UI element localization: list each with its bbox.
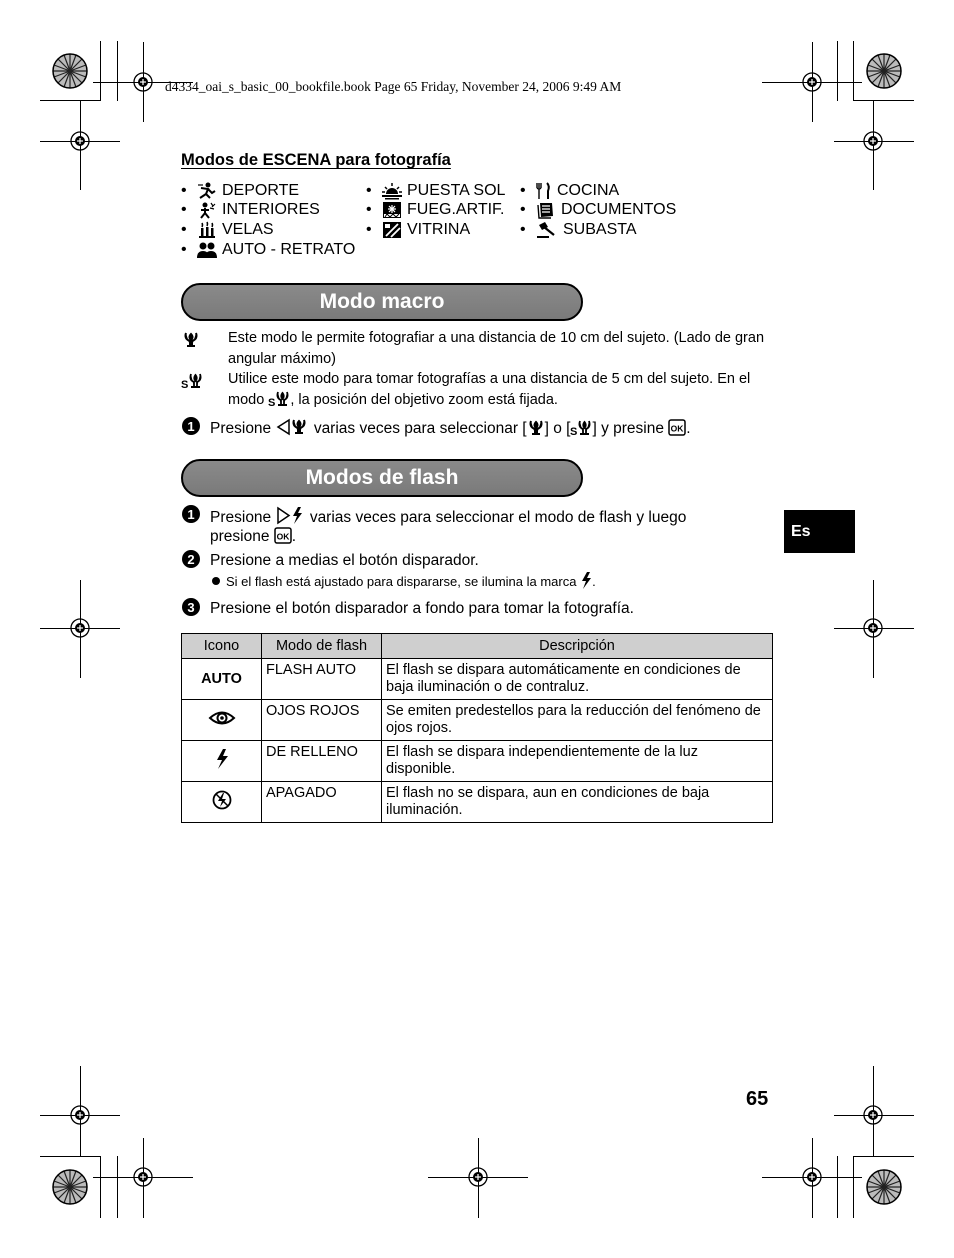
page-number: 65	[746, 1088, 769, 1110]
step-text: Presione	[210, 509, 272, 526]
ok-button-icon	[668, 419, 686, 436]
language-tab: Es	[784, 510, 855, 553]
step-number: 2	[182, 550, 200, 568]
print-header: d4334_oai_s_basic_00_bookfile.book Page 65 Friday, November 24, 2006 9:49 AM	[165, 79, 622, 94]
flash-section-banner: Modos de flash	[181, 459, 583, 497]
scene-label: COCINA	[557, 182, 620, 199]
column-header: Icono	[182, 634, 262, 659]
step-text: varias veces para seleccionar el modo de flash y luego	[309, 509, 687, 526]
macro-section-banner: Modo macro	[181, 283, 583, 321]
scene-label: INTERIORES	[222, 201, 320, 218]
supermacro-icon	[570, 419, 592, 436]
scene-item-vitrina	[366, 220, 470, 240]
step-text: .	[686, 420, 691, 437]
bullet: •	[520, 182, 526, 199]
scene-item-fuegos	[366, 200, 505, 220]
table-cell-desc: El flash se dispara automáticamente en condiciones de baja iluminación o de contraluz.	[382, 659, 773, 700]
svg-text:OK: OK	[276, 531, 290, 542]
scene-item-documentos	[520, 200, 676, 220]
table-cell-mode: FLASH AUTO	[262, 659, 382, 700]
scene-item-subasta	[520, 220, 637, 240]
flash-icon	[580, 572, 592, 589]
supermacro-icon	[181, 372, 203, 389]
scene-item-interiores	[181, 200, 320, 220]
step-text: varias veces para seleccionar [	[313, 420, 527, 437]
column-header: Modo de flash	[262, 634, 382, 659]
step-text: presione	[210, 528, 270, 545]
scene-label: PUESTA SOL	[407, 182, 506, 199]
table-cell-desc: El flash se dispara independientemente de la luz disponible.	[382, 741, 773, 782]
flash-off-icon	[212, 790, 232, 810]
flash-step-2: Presione a medias el botón disparador.	[210, 552, 479, 569]
step-text: .	[291, 528, 297, 545]
bullet: •	[520, 221, 526, 238]
documents-icon	[536, 201, 556, 219]
scene-label: SUBASTA	[563, 221, 637, 238]
scene-label: AUTO - RETRATO	[222, 241, 356, 258]
bullet: •	[181, 241, 187, 258]
table-row	[182, 659, 773, 700]
macro-description: Este modo le permite fotografiar a una distancia de 10 cm del sujeto. (Lado de gran angular máximo)	[228, 330, 765, 367]
scene-label: FUEG.ARTIF.	[407, 201, 505, 218]
supermacro-description	[228, 369, 773, 411]
step-number: 1	[182, 417, 200, 435]
note-bullet	[212, 577, 220, 585]
bullet: •	[181, 221, 187, 238]
behind-glass-icon	[382, 221, 402, 239]
flash-step-3: Presione el botón disparador a fondo para tomar la fotografía.	[210, 600, 634, 617]
bullet: •	[366, 182, 372, 199]
macro-icon	[527, 419, 545, 436]
step-text: ] y presine	[592, 420, 664, 437]
left-arrow-macro-icon	[276, 418, 310, 436]
svg-text:S: S	[268, 397, 276, 407]
table-cell-desc: El flash no se dispara, aun en condiciones de baja iluminación.	[382, 782, 773, 823]
scene-item-cocina	[520, 181, 619, 201]
scene-item-deporte	[181, 181, 299, 201]
bullet: •	[181, 182, 187, 199]
scene-label: DEPORTE	[222, 182, 300, 199]
table-row	[182, 741, 773, 782]
sport-icon	[197, 182, 217, 200]
scene-label: VITRINA	[407, 221, 471, 238]
auction-icon	[536, 221, 558, 239]
supermacro-text-b: , la posición del objetivo zoom está fijada.	[290, 392, 558, 408]
bullet: •	[366, 201, 372, 218]
bullet: •	[520, 201, 526, 218]
table-cell-icon	[182, 741, 262, 782]
fill-flash-icon	[215, 749, 229, 769]
scene-label: VELAS	[222, 221, 274, 238]
ok-button-icon	[274, 527, 292, 544]
bullet: •	[181, 201, 187, 218]
scene-section-title: Modos de ESCENA para fotografía	[181, 151, 451, 169]
table-header-row	[182, 634, 773, 659]
step-text: Presione	[210, 420, 272, 437]
table-row	[182, 782, 773, 823]
red-eye-icon	[208, 709, 236, 727]
supermacro-icon	[268, 390, 290, 407]
flash-step-2-note	[212, 572, 596, 589]
column-header: Descripción	[382, 634, 773, 659]
fireworks-icon	[382, 201, 402, 219]
macro-icon	[181, 331, 201, 348]
self-portrait-icon	[197, 241, 217, 259]
flash-step-1	[210, 506, 770, 546]
note-text: .	[592, 574, 596, 589]
table-cell-mode: OJOS ROJOS	[262, 700, 382, 741]
candle-icon	[197, 221, 217, 239]
sunset-icon	[382, 182, 402, 200]
macro-step-1	[210, 418, 691, 438]
table-row	[182, 700, 773, 741]
indoor-icon	[197, 201, 217, 219]
table-cell-icon	[182, 782, 262, 823]
flash-mode-table	[181, 633, 773, 823]
note-text: Si el flash está ajustado para dispararse, se ilumina la marca	[226, 574, 577, 589]
table-cell-desc: Se emiten predestellos para la reducción del fenómeno de ojos rojos.	[382, 700, 773, 741]
svg-text:S: S	[570, 426, 578, 436]
flash-auto-icon: AUTO	[182, 659, 262, 700]
scene-item-auto-retrato	[181, 240, 355, 260]
scene-label: DOCUMENTOS	[561, 201, 677, 218]
step-number: 1	[182, 505, 200, 523]
svg-text:S: S	[181, 379, 189, 389]
svg-text:OK: OK	[670, 423, 684, 434]
step-text: ] o [	[544, 420, 571, 437]
table-cell-mode: DE RELLENO	[262, 741, 382, 782]
scene-item-velas	[181, 220, 274, 240]
scene-item-puesta-sol	[366, 181, 505, 201]
cuisine-icon	[536, 182, 552, 200]
table-cell-icon	[182, 700, 262, 741]
bullet: •	[366, 221, 372, 238]
table-cell-mode: APAGADO	[262, 782, 382, 823]
supermacro-text-a: Utilice este modo para tomar fotografías a una distancia de 5 cm del sujeto. En el modo	[228, 371, 751, 408]
right-arrow-flash-icon	[276, 506, 306, 525]
step-number: 3	[182, 598, 200, 616]
